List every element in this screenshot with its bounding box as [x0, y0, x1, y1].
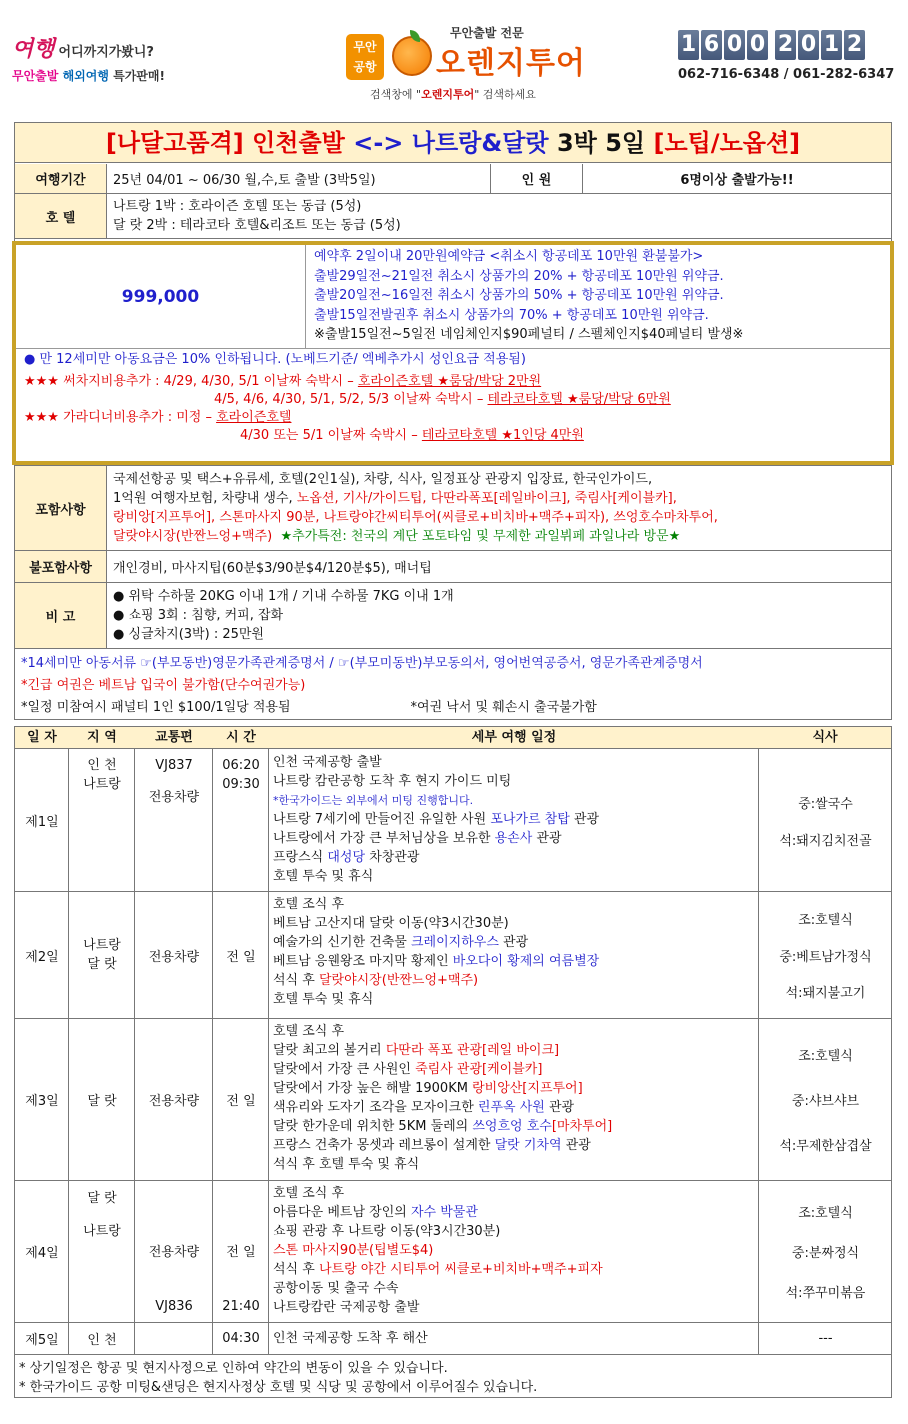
time: 전 일 [226, 949, 256, 965]
document-notes [15, 649, 891, 723]
period-row [15, 164, 891, 194]
schedule-line: 호텔 조식 후 [273, 1186, 345, 1201]
time: 04:30 [222, 1331, 260, 1346]
hotel-row [15, 194, 891, 239]
header-schedule: 세부 여행 일정 [471, 730, 557, 745]
search-hint-suffix: " 검색하세요 [474, 88, 536, 101]
slogan-sub [12, 67, 242, 84]
brand-name: 오렌지투어 [436, 46, 586, 81]
remarks-row [15, 583, 891, 649]
table-row [15, 1019, 891, 1181]
footer-note: * 상기일정은 항공 및 현지사정으로 인하여 약간의 변동이 있을 수 있습니다. [19, 1361, 448, 1376]
schedule-line: *한국가이드는 외부에서 미팅 진행합니다. [273, 794, 474, 807]
title-duration: 3박 5일 [556, 129, 646, 157]
surcharge-line [24, 409, 882, 427]
schedule-line [273, 952, 757, 971]
people-label: 인 원 [491, 164, 583, 193]
schedule-line: 호텔 조식 후 [273, 1024, 345, 1039]
brand-tagline: 무안출발 전문 [450, 26, 524, 40]
schedule-text: 색유리와 도자기 조각을 모자이크한 [273, 1100, 478, 1115]
title-grade: [나달고품격] [105, 129, 244, 157]
period-value: 25년 04/01 ~ 06/30 월,수,토 출발 (3박5일) [107, 164, 491, 193]
note-line: *긴급 여권은 베트남 입국이 불가함(단수여권가능) [21, 678, 306, 693]
hotel-values [113, 197, 401, 235]
schedule [271, 750, 759, 891]
meal-item: 중:쌀국수 [798, 796, 853, 812]
schedule-line: 쇼핑 관광 후 나트랑 이동(약3시간30분) [273, 1224, 501, 1239]
schedule-text: 달랏에서 가장 높은 해발 1900KM [273, 1081, 473, 1096]
slogan-sub-a: 무안출발 [12, 69, 59, 83]
day-label: 제3일 [25, 1094, 59, 1109]
include-line [113, 527, 718, 546]
day-label: 제1일 [25, 815, 59, 830]
surcharge-hotel: 테라코타호텔 ★1인당 4만원 [421, 428, 584, 443]
schedule-line [273, 810, 757, 829]
note-penalty: *일정 미참여시 패널티 1인 $100/1일당 적용됨 [21, 700, 291, 715]
remarks-label: 비 고 [15, 583, 107, 648]
surcharge-hotel: 호라이즌호텔 [216, 410, 292, 425]
schedule-line: 호텔 조식 후 [273, 897, 345, 912]
schedule-highlight: 자수 박물관 [410, 1205, 478, 1220]
schedule [271, 892, 759, 1018]
title-notip: [노팁/노옵션] [653, 129, 801, 157]
phone-digit: 0 [798, 30, 819, 60]
flight-number: VJ836 [155, 1299, 193, 1314]
phone-digits [678, 30, 902, 60]
meal [760, 750, 891, 891]
time [213, 1181, 269, 1322]
slogan-main: 여행 [12, 37, 55, 62]
badge-line1: 무안 [353, 40, 377, 54]
region [69, 1181, 135, 1322]
meal [760, 892, 891, 1018]
schedule-highlight: 죽림사 관광[케이블카] [415, 1062, 543, 1077]
time-line: 전 일 [226, 1245, 256, 1260]
surcharge-prefix: ★★★ 가라디너비용추가 : 미정 – [24, 410, 217, 425]
schedule-text: 예술가의 신기한 건축물 [273, 935, 411, 950]
schedule-text: 달랏 최고의 볼거리 [273, 1043, 386, 1058]
schedule-line: 호텔 투숙 및 휴식 [273, 869, 374, 884]
include-line [113, 489, 718, 508]
include-red: 달랏야시장(반짠느엉+맥주) [113, 529, 273, 544]
schedule-highlight: 달랏야시장(반짠느엉+맥주) [318, 973, 479, 988]
schedule-highlight: [마차투어] [551, 1119, 613, 1134]
vehicle: 전용차량 [148, 1245, 200, 1260]
meal-item: 조:호텔식 [798, 913, 853, 929]
surcharge-line [24, 391, 882, 409]
region [69, 892, 135, 1018]
schedule-text: 차창관광 [365, 850, 420, 865]
schedule-line [273, 933, 757, 952]
table-row [15, 750, 891, 892]
remarks-values [113, 587, 454, 644]
remark-line: ● 쇼핑 3회 : 침향, 커피, 잡화 [113, 608, 284, 623]
schedule-highlight: 나트랑 야간 시티투어 씨클로+비치바+맥주+피자 [318, 1262, 603, 1277]
region-line: 달 랏 [87, 1191, 117, 1206]
table-row [15, 892, 891, 1019]
include-line: 랑비앙[지프투어], 스톤마사지 90분, 나트랑야간씨티투어(씨클로+비치바+맥주+피자), 쓰엉호수마차투어, [113, 510, 718, 525]
title-arrow: <-> [353, 129, 404, 157]
schedule-text: 나트랑에서 가장 큰 부처님상을 보유한 [273, 831, 495, 846]
phone-digit: 2 [775, 30, 796, 60]
surcharge-prefix: 4/30 또는 5/1 이날짜 숙박시 – [240, 428, 422, 443]
surcharge-prefix: ★★★ 써차지비용추가 : 4/29, 4/30, 5/1 이날짜 숙박시 – [24, 374, 358, 389]
cancel-policy [306, 245, 890, 349]
schedule-line [273, 1079, 757, 1098]
region-line: 달 랏 [87, 957, 117, 972]
vehicle: 전용차량 [148, 1094, 200, 1109]
day-label: 제2일 [25, 949, 59, 965]
schedule-text: 관광 [561, 1138, 591, 1153]
price-amount: 999,000 [16, 245, 306, 349]
schedule-highlight: 대성당 [327, 850, 366, 865]
include-bonus: ★추가특전: 천국의 계단 포토타임 및 무제한 과일뷔페 과일나라 방문★ [280, 529, 681, 544]
exclude-value: 개인경비, 마사지팁(60분$3/90분$4/120분$5), 매너팁 [113, 561, 432, 576]
schedule-text: 관광 [532, 831, 562, 846]
schedule-line [273, 1060, 757, 1079]
region: 달 랏 [87, 1094, 117, 1109]
schedule-highlight: 쓰엉흐엉 호수 [472, 1119, 552, 1134]
schedule-text: 관광 [569, 812, 600, 827]
page-header [0, 0, 908, 112]
itinerary-header [15, 727, 891, 749]
slogan-sub-b: 해외여행 [62, 69, 109, 83]
schedule-text: 나트랑 7세기에 만들어진 유일한 사원 [273, 812, 491, 827]
schedule-line [273, 1203, 757, 1222]
cancel-line: 출발29일전~21일전 취소시 상품가의 20% + 항공데포 10만원 위약금. [314, 268, 724, 284]
brand-logo [340, 22, 590, 102]
schedule [271, 1323, 759, 1354]
hotel-label: 호 텔 [15, 194, 107, 238]
schedule-line [273, 1117, 757, 1136]
region-line: 나트랑 [83, 1224, 121, 1239]
time: 전 일 [226, 1094, 256, 1109]
schedule-highlight: 달랏 기차역 [494, 1138, 562, 1153]
meal-item: 중:분짜정식 [791, 1246, 860, 1261]
schedule [271, 1181, 759, 1322]
hotel-line: 나트랑 1박 : 호라이즌 호텔 또는 동급 (5성) [113, 199, 362, 214]
schedule-line [273, 1260, 757, 1279]
schedule-highlight: 랑비앙산[지프투어] [472, 1081, 583, 1096]
orange-logo-icon [392, 36, 432, 76]
search-hint [370, 86, 536, 102]
transport [135, 750, 213, 891]
phone-secondary: 062-716-6348 / 061-282-6347 [678, 67, 895, 82]
airport-badge [346, 34, 384, 80]
table-row [15, 1181, 891, 1323]
schedule-text: 베트남 응웬왕조 마지막 황제인 [273, 954, 453, 969]
note-line: *14세미만 아동서류 ☞(부모동반)영문가족관계증명서 / ☞(부모미동반)부모동의서, 영어번역공증서, 영문가족관계증명서 [21, 656, 703, 671]
schedule-text: 프랑스 건축가 몽셋과 레브롱이 설계한 [273, 1138, 495, 1153]
slogan-question: 어디까지가봤니? [58, 45, 154, 60]
title-destination: 나트랑&달랏 [411, 129, 549, 157]
day-label: 제5일 [25, 1333, 59, 1348]
price-box [12, 241, 894, 465]
schedule-line: 석식 후 호텔 투숙 및 휴식 [273, 1157, 420, 1172]
meal-item: 조:호텔식 [798, 1206, 853, 1221]
meal-item: 중:샤브샤브 [791, 1094, 860, 1109]
cancel-line: 출발20일전~16일전 취소시 상품가의 50% + 항공데포 10만원 위약금. [314, 288, 724, 303]
include-line: 국제선항공 및 택스+유류세, 호텔(2인1실), 차량, 식사, 일정표상 관광지 입장료, 한국인가이드, [113, 472, 653, 487]
include-red: 노옵션, 기사/가이드팁, 다딴라폭포[레일바이크], 죽림사[케이블카], [296, 491, 677, 506]
surcharge-line [24, 427, 882, 445]
meal-item: 석:무제한삼겹살 [779, 1139, 872, 1154]
remark-line: ● 위탁 수하물 20KG 이내 1개 / 기내 수하물 7KG 이내 1개 [113, 589, 454, 604]
surcharge-hotel: 호라이즌호텔 ★룸당/박당 2만원 [357, 374, 542, 389]
schedule-text: 프랑스식 [273, 850, 328, 865]
meal [760, 1181, 891, 1322]
note-passport: *여권 낙서 및 훼손시 출국불가함 [410, 700, 597, 715]
schedule-text: 관광 [544, 1100, 575, 1115]
schedule-line [273, 971, 757, 990]
include-row [15, 465, 891, 551]
schedule-line [273, 848, 757, 867]
include-label: 포함사항 [15, 466, 107, 550]
schedule-line: 인천 국제공항 도착 후 해산 [273, 1331, 428, 1346]
time-line: 06:20 [222, 758, 260, 773]
meal-item: 조:호텔식 [798, 1049, 853, 1064]
phone-digit: 2 [844, 30, 865, 60]
vehicle: 전용차량 [148, 790, 200, 805]
cancel-line: 예약후 2일이내 20만원예약금 <취소시 항공데포 10만원 환불불가> [314, 249, 704, 264]
schedule-highlight: 용손사 [494, 831, 533, 846]
meal-item: 석:돼지불고기 [785, 985, 866, 1001]
meal [760, 1019, 891, 1180]
transport [135, 1181, 213, 1322]
schedule-text: 석식 후 [273, 973, 319, 988]
people-value: 6명이상 출발가능!! [680, 173, 794, 188]
table-row [15, 1323, 891, 1355]
schedule-text: 석식 후 [273, 1262, 319, 1277]
period-label: 여행기간 [15, 164, 107, 193]
slogan-sub-c: 특가판매! [113, 69, 165, 83]
schedule-text: 아름다운 베트남 장인의 [273, 1205, 411, 1220]
schedule-line: 베트남 고산지대 달랏 이동(약3시간30분) [273, 916, 509, 931]
header-region: 지 역 [87, 730, 117, 745]
include-values [113, 470, 718, 546]
phone-digit: 0 [747, 30, 768, 60]
region [69, 750, 135, 891]
footer-note: * 한국가이드 공항 미팅&샌딩은 현지사정상 호텔 및 식당 및 공항에서 이루어질수 있습니다. [19, 1380, 538, 1395]
itinerary-footer [15, 1355, 891, 1397]
schedule-line: 호텔 투숙 및 휴식 [273, 992, 374, 1007]
meal-item: 석:돼지김치전골 [779, 833, 872, 849]
phone-digit: 1 [678, 30, 699, 60]
slogan [12, 32, 242, 84]
region-line: 인 천 [87, 758, 117, 773]
tour-info-box [14, 122, 892, 720]
surcharge-line [24, 373, 882, 391]
header-transport: 교통편 [155, 730, 193, 745]
name-change-penalty: ※출발15일전~5일전 네임체인지$90페널티 / 스펠체인지$40페널티 발생※ [314, 327, 744, 342]
schedule-line [273, 1098, 757, 1117]
phone-digit: 1 [821, 30, 842, 60]
note-line [21, 697, 885, 719]
vehicle: 전용차량 [148, 949, 200, 965]
phone-block [678, 30, 902, 82]
schedule-highlight: 다딴라 폭포 관광[레일 바이크] [385, 1043, 560, 1058]
time [213, 750, 269, 891]
schedule-line [273, 829, 757, 848]
schedule-highlight: 포나가르 참탑 [490, 812, 570, 827]
meal-item: --- [818, 1331, 833, 1346]
cancel-line: 출발15일전발권후 취소시 상품가의 70% + 항공데포 10만원 위약금. [314, 307, 709, 323]
itinerary-table [14, 726, 892, 1398]
region-line: 나트랑 [83, 777, 121, 792]
region-line: 나트랑 [83, 938, 121, 953]
schedule-line: 공항이동 및 출국 수속 [273, 1281, 399, 1296]
meal [760, 1323, 891, 1354]
search-hint-keyword: 오렌지투어 [421, 88, 475, 101]
title-departure: 인천출발 [252, 129, 345, 157]
kids-discount: ● 만 12세미만 아동요금은 10% 인하됩니다. (노베드기준/ 엑베추가시 성인요금 적용됨) [24, 352, 526, 367]
time-line: 09:30 [222, 777, 260, 792]
meal-item: 석:쭈꾸미볶음 [785, 1286, 866, 1301]
schedule-highlight: 린푸옥 사원 [477, 1100, 545, 1115]
hotel-line: 달 랏 2박 : 테라코타 호텔&리조트 또는 동급 (5성) [113, 218, 401, 233]
region: 인 천 [87, 1333, 117, 1348]
surcharge-prefix: 4/5, 4/6, 4/30, 5/1, 5/2, 5/3 이날짜 숙박시 – [214, 392, 488, 407]
meal-item: 중:베트남가정식 [779, 949, 872, 965]
schedule-text: 관광 [498, 935, 529, 950]
schedule-line [273, 1136, 757, 1155]
search-hint-prefix: 검색창에 " [370, 88, 422, 101]
schedule-line: 스톤 마사지90분(팁별도$4) [273, 1243, 434, 1258]
badge-line2: 공항 [353, 60, 377, 74]
exclude-label: 불포함사항 [15, 551, 107, 582]
header-meal: 식사 [812, 730, 838, 745]
surcharge-info [16, 349, 890, 461]
schedule-text: 달랏 한가운데 위치한 5KM 둘레의 [273, 1119, 473, 1134]
include-black: 1억원 여행자보험, 차량내 생수, [113, 491, 297, 506]
surcharge-hotel: 테라코타호텔 ★룸당/박당 6만원 [487, 392, 671, 407]
header-day: 일 자 [27, 730, 57, 745]
time-line: 21:40 [222, 1299, 260, 1314]
schedule [271, 1019, 759, 1180]
schedule-line: 나트랑캄란 국제공항 출발 [273, 1300, 420, 1315]
page-title [15, 123, 891, 163]
schedule-line: 나트랑 캄란공항 도착 후 현지 가이드 미팅 [273, 774, 512, 789]
schedule-highlight: 크레이지하우스 [410, 935, 499, 950]
schedule-text: 달랏에서 가장 큰 사원인 [273, 1062, 416, 1077]
header-time: 시 간 [226, 730, 256, 745]
day-label: 제4일 [25, 1246, 59, 1261]
schedule-line [273, 1041, 757, 1060]
flight-number: VJ837 [155, 758, 193, 773]
schedule-highlight: 바오다이 황제의 여름별장 [452, 954, 600, 969]
remark-line: ● 싱글차지(3박) : 25만원 [113, 627, 264, 642]
phone-digit: 0 [724, 30, 745, 60]
schedule-line: 인천 국제공항 출발 [273, 755, 382, 770]
exclude-row [15, 551, 891, 583]
phone-digit: 6 [701, 30, 722, 60]
